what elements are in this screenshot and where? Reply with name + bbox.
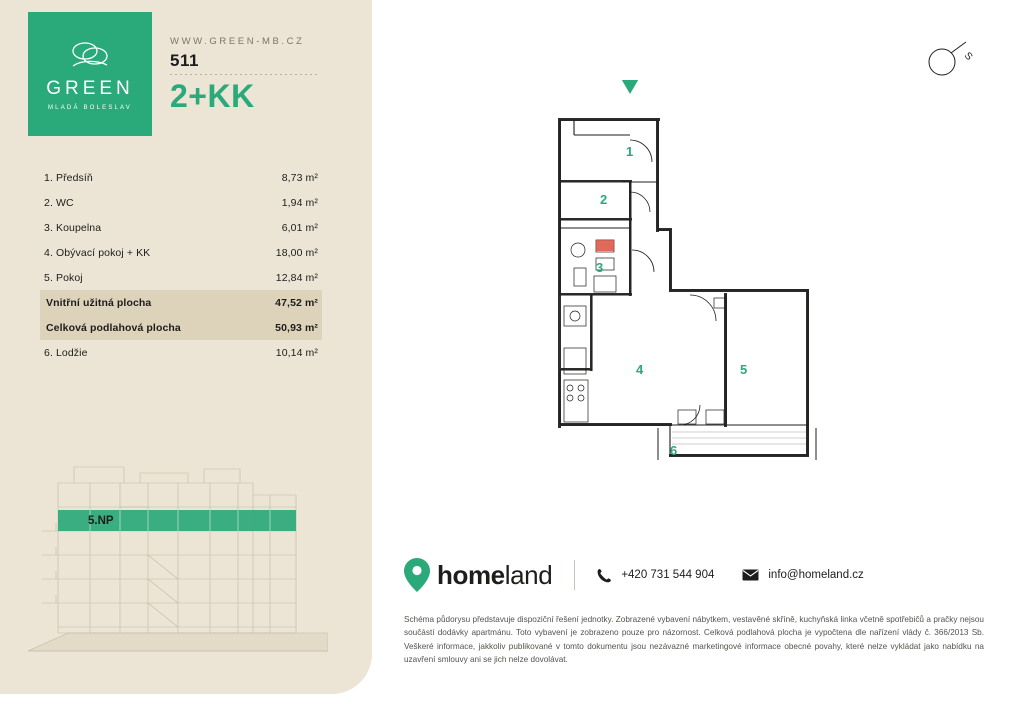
unit-type: 2+KK [170, 78, 255, 114]
map-pin-icon [404, 558, 430, 592]
room-area-table [40, 165, 322, 365]
room-name: 2. WC [44, 196, 74, 209]
footer-brandline [404, 555, 996, 595]
room-area: 1,94 m² [281, 196, 318, 209]
footer-divider [574, 560, 575, 590]
table-row-total-usable [40, 290, 322, 315]
table-row [40, 240, 322, 265]
leaf-icon [67, 38, 113, 72]
logo-subtitle: MLADÁ BOLESLAV [47, 104, 133, 111]
table-row [40, 265, 322, 290]
room-area: 47,52 m² [275, 296, 318, 309]
table-row [40, 215, 322, 240]
compass-north-label: S [961, 50, 975, 63]
envelope-icon [742, 569, 759, 581]
dotted-divider [170, 74, 318, 75]
room-number-4: 4 [636, 362, 644, 377]
info-panel [0, 0, 372, 694]
room-name: 3. Koupelna [44, 221, 102, 234]
website-url: WWW.GREEN-MB.CZ [170, 36, 305, 47]
room-name: 5. Pokoj [44, 271, 83, 284]
room-name: 1. Předsíň [44, 171, 93, 184]
building-section-diagram [28, 455, 328, 670]
room-number-2: 2 [600, 192, 608, 207]
logo-wordmark: GREEN [46, 77, 134, 99]
room-name: Vnitřní užitná plocha [46, 296, 152, 309]
room-area: 6,01 m² [281, 221, 318, 234]
green-logo [28, 12, 152, 136]
unit-number: 511 [170, 51, 199, 70]
phone-icon [597, 568, 612, 583]
room-number-6: 6 [670, 443, 678, 458]
room-area: 10,14 m² [275, 346, 318, 359]
room-name: Celková podlahová plocha [46, 321, 181, 334]
compass-icon [922, 40, 976, 88]
room-area: 18,00 m² [275, 246, 318, 259]
footer [404, 555, 996, 666]
table-row [40, 190, 322, 215]
floor-label: 5.NP [88, 515, 114, 527]
room-number-1: 1 [626, 144, 634, 159]
entrance-arrow-icon [616, 80, 644, 94]
room-name: 4. Obývací pokoj + KK [44, 246, 151, 259]
room-name: 6. Lodžie [44, 346, 88, 359]
email-contact[interactable] [742, 569, 863, 581]
room-area: 12,84 m² [275, 271, 318, 284]
apartment-floorplan [530, 80, 830, 480]
homeland-bold: home [437, 559, 505, 590]
table-row-total-floor [40, 315, 322, 340]
phone-number: +420 731 544 904 [621, 569, 715, 581]
table-row [40, 165, 322, 190]
email-address: info@homeland.cz [768, 569, 864, 581]
room-area: 8,73 m² [281, 171, 318, 184]
room-number-5: 5 [740, 362, 748, 377]
room-area: 50,93 m² [275, 321, 318, 334]
disclaimer-text: Schéma půdorysu představuje dispoziční řešení jednotky. Zobrazené vybavení nábytkem, vestavěné skříně, kuchyňská linka včetně spotřebičů a pračky nejsou součástí dodávky apartmánu. Toto vybavení je zobrazeno pouze pro názornost. Celková podlahová plocha je vypočtena dle nařízení vlády č. 366/2013 Sb. Veškeré informace, jakkoliv publikované v tomto dokumentu jsou nezávazné marketingové informace obecné povahy, které nelze vykládat jako nabídku na uzavření smlouvy ani se jich nelze dovolávat. [404, 615, 984, 664]
homeland-wordmark [437, 560, 552, 591]
phone-contact[interactable] [597, 568, 714, 583]
homeland-light: land [504, 559, 553, 590]
room-number-3: 3 [596, 260, 604, 275]
building-section-svg [28, 455, 328, 670]
table-row [40, 340, 322, 365]
floorplan-svg [530, 80, 830, 480]
